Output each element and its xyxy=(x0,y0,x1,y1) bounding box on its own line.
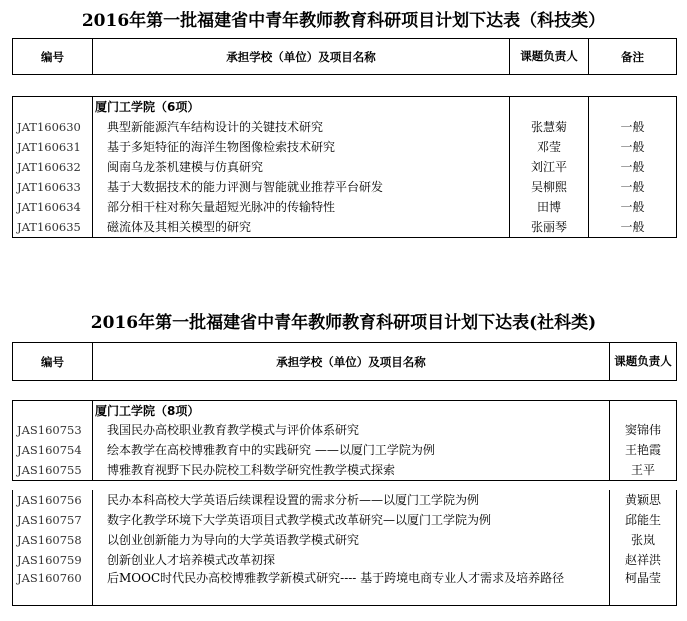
table-row xyxy=(13,157,677,177)
project-name: 我国民办高校职业教育教学模式与评价体系研究 xyxy=(93,420,610,440)
table-row xyxy=(13,420,677,440)
sci-header-row xyxy=(13,39,677,75)
school-name: 厦门工学院（8项） xyxy=(93,401,610,420)
project-code: JAT160630 xyxy=(13,117,93,137)
table-row xyxy=(13,137,677,157)
project-leader: 田博 xyxy=(510,197,589,217)
header-project: 承担学校（单位）及项目名称 xyxy=(93,39,510,75)
project-leader: 张丽琴 xyxy=(510,217,589,238)
project-category: 一般 xyxy=(589,197,677,217)
project-name: 后MOOC时代民办高校博雅教学新模式研究---- 基于跨境电商专业人才需求及培养路径 xyxy=(93,570,610,606)
project-code: JAS160755 xyxy=(13,460,93,481)
project-name: 创新创业人才培养模式改革初探 xyxy=(93,550,610,570)
school-name: 厦门工学院（6项） xyxy=(93,97,510,117)
sci-project-table xyxy=(12,38,677,238)
project-code: JAS160756 xyxy=(13,490,93,510)
sci-school-row xyxy=(13,97,677,117)
header-person: 课题负责人 xyxy=(510,39,589,75)
project-category: 一般 xyxy=(589,117,677,137)
project-category: 一般 xyxy=(589,217,677,238)
project-name: 基于多矩特征的海洋生物图像检索技术研究 xyxy=(93,137,510,157)
table-row xyxy=(13,510,677,530)
table-row xyxy=(13,460,677,481)
soc-table-title: 2016年第一批福建省中青年教师教育科研项目计划下达表(社科类) xyxy=(90,313,597,333)
project-name: 闽南乌龙茶机建模与仿真研究 xyxy=(93,157,510,177)
soc-project-table-continued xyxy=(12,490,677,606)
project-name: 典型新能源汽车结构设计的关键技术研究 xyxy=(93,117,510,137)
spacer-row xyxy=(13,381,677,401)
project-name: 民办本科高校大学英语后续课程设置的需求分析——以厦门工学院为例 xyxy=(93,490,610,510)
project-code: JAS160757 xyxy=(13,510,93,530)
table-row xyxy=(13,177,677,197)
project-category: 一般 xyxy=(589,177,677,197)
project-leader: 刘江平 xyxy=(510,157,589,177)
project-leader: 赵祥洪 xyxy=(610,550,677,570)
table-row xyxy=(13,197,677,217)
project-code: JAS160760 xyxy=(13,570,93,606)
project-name: 部分相干柱对称矢量超短光脉冲的传输特性 xyxy=(93,197,510,217)
project-code: JAS160758 xyxy=(13,530,93,550)
spacer-row xyxy=(13,75,677,97)
project-leader: 柯晶莹 xyxy=(610,570,677,606)
project-leader: 张慧菊 xyxy=(510,117,589,137)
header-project: 承担学校（单位）及项目名称 xyxy=(93,343,610,381)
project-code: JAS160754 xyxy=(13,440,93,460)
project-leader: 窦锦伟 xyxy=(610,420,677,440)
project-leader: 邱能生 xyxy=(610,510,677,530)
project-leader: 张岚 xyxy=(610,530,677,550)
project-code: JAS160753 xyxy=(13,420,93,440)
project-code: JAT160632 xyxy=(13,157,93,177)
project-name: 磁流体及其相关模型的研究 xyxy=(93,217,510,238)
project-name: 基于大数据技术的能力评测与智能就业推荐平台研发 xyxy=(93,177,510,197)
table-row xyxy=(13,490,677,510)
header-code: 编号 xyxy=(13,39,93,75)
soc-header-row xyxy=(13,343,677,381)
header-note: 备注 xyxy=(589,39,677,75)
table-row xyxy=(13,550,677,570)
project-name: 以创业创新能力为导向的大学英语教学模式研究 xyxy=(93,530,610,550)
project-leader: 王艳霞 xyxy=(610,440,677,460)
project-name: 绘本教学在高校博雅教育中的实践研究 ——以厦门工学院为例 xyxy=(93,440,610,460)
project-code: JAT160633 xyxy=(13,177,93,197)
sci-table-title: 2016年第一批福建省中青年教师教育科研项目计划下达表（科技类） xyxy=(81,11,606,31)
soc-project-table xyxy=(12,342,677,481)
header-code: 编号 xyxy=(13,343,93,381)
project-category: 一般 xyxy=(589,157,677,177)
project-leader: 邓莹 xyxy=(510,137,589,157)
project-leader: 吴柳熙 xyxy=(510,177,589,197)
header-person: 课题负责人 xyxy=(610,343,677,381)
table-row xyxy=(13,570,677,606)
project-code: JAT160634 xyxy=(13,197,93,217)
project-name: 博雅教育视野下民办院校工科数学研究性教学模式探索 xyxy=(93,460,610,481)
project-leader: 黄颖思 xyxy=(610,490,677,510)
project-name: 数字化教学环境下大学英语项目式教学模式改革研究—以厦门工学院为例 xyxy=(93,510,610,530)
project-category: 一般 xyxy=(589,137,677,157)
project-code: JAT160631 xyxy=(13,137,93,157)
table-row xyxy=(13,440,677,460)
table-row xyxy=(13,217,677,238)
table-row xyxy=(13,117,677,137)
project-leader: 王平 xyxy=(610,460,677,481)
project-code: JAT160635 xyxy=(13,217,93,238)
soc-school-row xyxy=(13,401,677,420)
project-code: JAS160759 xyxy=(13,550,93,570)
table-row xyxy=(13,530,677,550)
